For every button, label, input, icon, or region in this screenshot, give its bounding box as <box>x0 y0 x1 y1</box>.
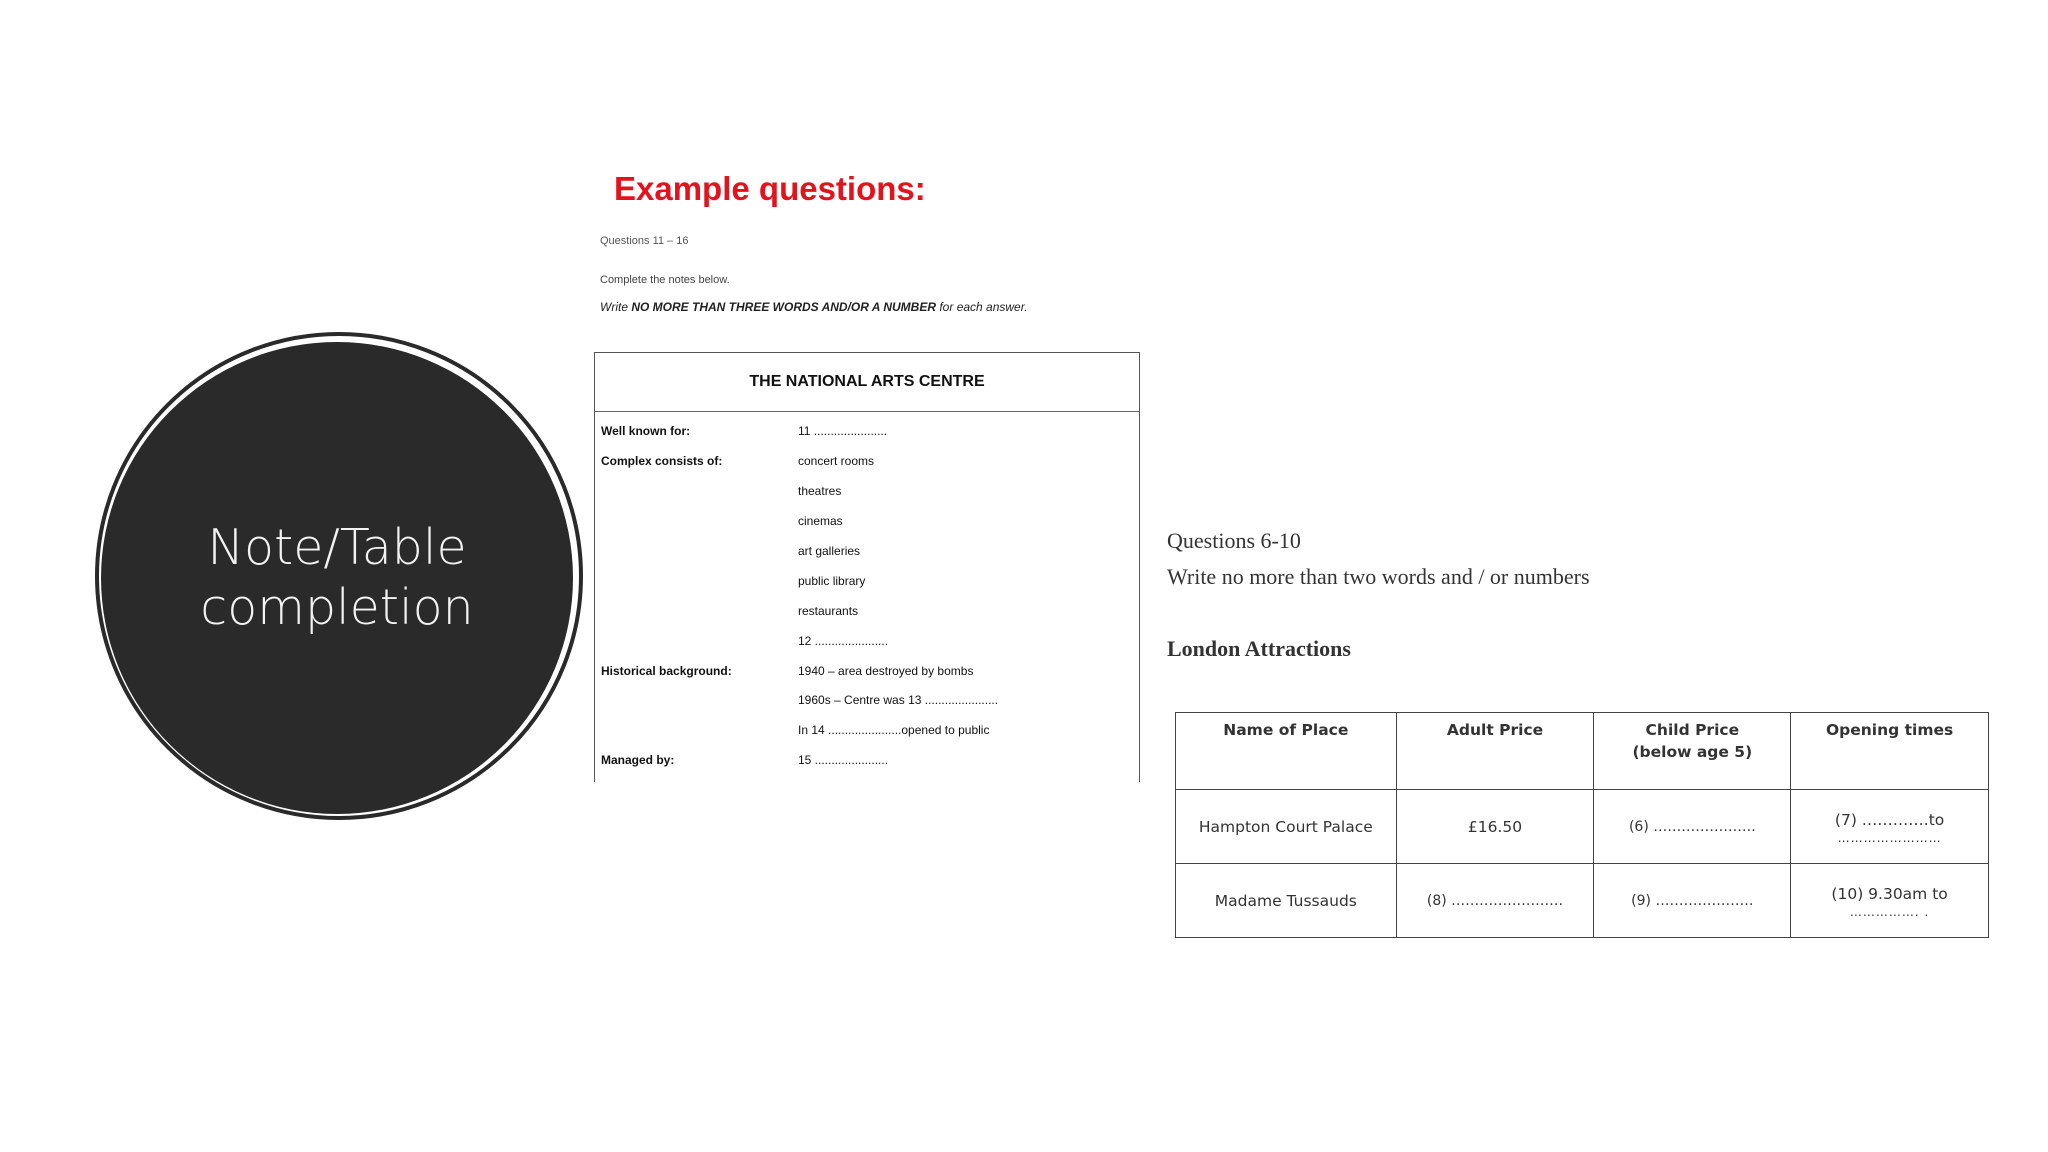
instruction-bold: NO MORE THAN THREE WORDS AND/OR A NUMBER <box>631 300 937 314</box>
header-child-line1: Child Price <box>1645 721 1740 739</box>
header-name: Name of Place <box>1176 713 1397 790</box>
table-row <box>1176 864 1989 938</box>
cell-child: (9) ………………… <box>1594 864 1791 938</box>
instruction-suffix: for each answer. <box>936 300 1028 314</box>
title-circle <box>101 342 573 814</box>
header-adult: Adult Price <box>1396 713 1594 790</box>
note-value: 1960s – Centre was 13 ...................... <box>798 693 999 707</box>
note-value: public library <box>798 574 866 588</box>
note-value: theatres <box>798 484 842 498</box>
example-heading: Example questions: <box>614 170 926 207</box>
label-complex: Complex consists of: <box>601 454 723 468</box>
cell-opening-line2: …………………… <box>1837 830 1942 845</box>
cell-adult: £16.50 <box>1396 790 1594 864</box>
label-well-known: Well known for: <box>601 424 691 438</box>
slide-title <box>200 518 473 638</box>
attractions-table <box>1175 712 1989 938</box>
right-subtitle: London Attractions <box>1167 636 1351 661</box>
cell-name: Madame Tussauds <box>1176 864 1397 938</box>
right-question-range: Questions 6-10 <box>1167 528 1301 553</box>
cell-adult: (8) …………………… <box>1396 864 1594 938</box>
cell-opening-line1: (10) 9.30am to <box>1831 884 1948 903</box>
header-child-line2: (below age 5) <box>1632 743 1753 761</box>
cell-name: Hampton Court Palace <box>1176 790 1397 864</box>
instruction-word-limit <box>600 300 1028 314</box>
header-child <box>1594 713 1791 790</box>
table-header-row <box>1176 713 1989 790</box>
title-line-2: completion <box>200 579 474 636</box>
note-value: concert rooms <box>798 454 875 468</box>
note-value: 12 ...................... <box>798 634 889 648</box>
label-historical: Historical background: <box>601 664 732 678</box>
label-managed: Managed by: <box>601 753 675 767</box>
note-value: In 14 ......................opened to public <box>798 723 990 737</box>
table-row <box>1176 790 1989 864</box>
note-value: restaurants <box>798 604 859 618</box>
instruction-prefix: Write <box>600 300 632 314</box>
notes-table-title: THE NATIONAL ARTS CENTRE <box>595 353 1139 412</box>
note-value: 1940 – area destroyed by bombs <box>798 664 974 678</box>
cell-opening <box>1791 864 1989 938</box>
cell-opening <box>1791 790 1989 864</box>
right-instruction: Write no more than two words and / or numbers <box>1167 564 1590 589</box>
header-opening: Opening times <box>1791 713 1989 790</box>
note-value: cinemas <box>798 514 843 528</box>
note-value: 11 ...................... <box>798 424 888 438</box>
question-range: Questions 11 – 16 <box>600 235 689 247</box>
instruction-complete: Complete the notes below. <box>600 274 730 286</box>
notes-table <box>594 352 1140 782</box>
cell-opening-line2: ……………. . <box>1849 904 1930 919</box>
note-value: art galleries <box>798 544 861 558</box>
cell-opening-line1: (7) ………….to <box>1834 810 1945 829</box>
cell-child: (6) …………………. <box>1594 790 1791 864</box>
title-line-1: Note/Table <box>207 519 467 576</box>
note-value: 15 ...................... <box>798 753 889 767</box>
